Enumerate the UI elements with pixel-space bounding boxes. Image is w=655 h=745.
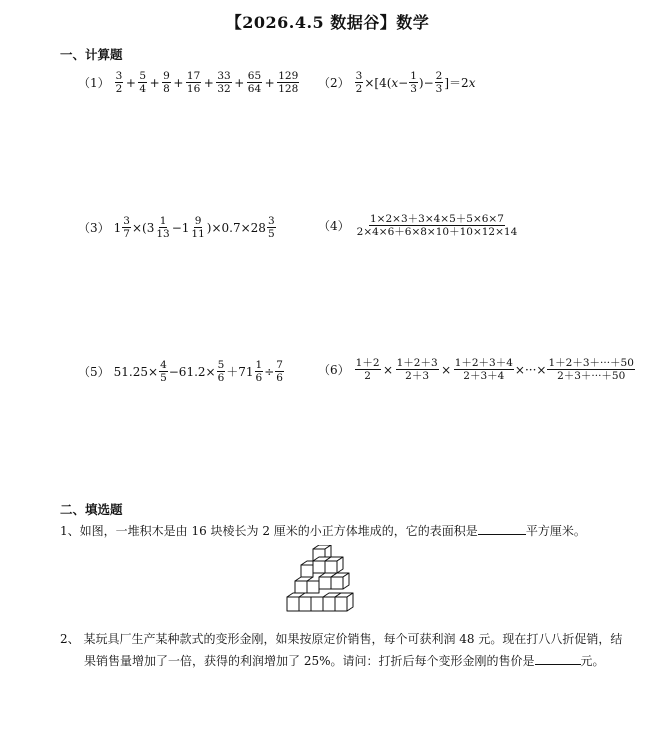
problem-5	[78, 359, 285, 384]
fraction: $\frac{1}{6}$	[255, 359, 263, 384]
fraction: $\frac{3}{2}$	[355, 70, 363, 95]
problem-6-expression: $\frac{1+2}{2}$ × $\frac{1+2+3}{2+3}$ × $\frac{1+2+3+4}{2+3+4}$ ×···× $\frac{1+2+3+\cdot\cdot\cdot+50}{2+3+\cdot\cdot\cdot+50}$	[355, 357, 634, 382]
question-2: 2、 某玩具厂生产某种款式的变形金刚，如果按原定价销售，每个可获利润 48 元。现在打八八折促销，结 果销售量增加了一倍，获得的利润增加了 25%。请问：打折后每个变形金刚的售价是 元。	[60, 632, 623, 668]
problem-1-expression	[114, 70, 301, 95]
problem-5-expression: 51.25× $\frac{4}{5}$ −61.2× $\frac{5}{6}$ ＋71 $\frac{1}{6}$ ÷ $\frac{7}{6}$	[113, 359, 283, 384]
plus-sign: +	[173, 75, 184, 90]
cube-stack-figure	[283, 545, 379, 625]
fraction: $\frac{1}{3}$	[410, 70, 417, 95]
problem-number: （4）	[318, 219, 350, 233]
fraction: $\frac{9}{11}$	[191, 215, 205, 240]
fraction: $\frac{33}{32}$	[217, 70, 231, 95]
problem-3-expression: 1 $\frac{3}{7}$ ×(3 $\frac{1}{13}$ −1 $\frac{9}{11}$ )×0.7×28 $\frac{3}{5}$	[113, 215, 275, 240]
fraction: $\frac{1+2+3}{2+3}$	[396, 357, 438, 382]
answer-blank[interactable]	[535, 652, 581, 665]
fraction: $\frac{2}{3}$	[435, 70, 443, 95]
fraction: $\frac{5}{6}$	[217, 359, 225, 384]
problem-2-expression: $\frac{3}{2}$ ×[4( x − $\frac{1}{3}$ )− $\frac{2}{3}$ ]＝2 x	[355, 70, 476, 95]
problem-4	[318, 213, 519, 238]
fraction: $\frac{1+2}{2}$	[355, 357, 380, 382]
fraction: $\frac{129}{128}$	[278, 70, 299, 95]
section-heading-fill-in: 二、填选题	[60, 502, 123, 517]
section-heading-calculation: 一、计算题	[60, 47, 123, 62]
problem-6	[318, 357, 636, 382]
fraction: $\frac{1\times 2\times 3+3\times 4\times 5+5\times 6\times 7}{2\times 4\times 6+6\times 8\times 10+10\times 12\times 14}$	[356, 213, 518, 238]
plus-sign: +	[234, 75, 245, 90]
fraction: $\frac{3}{5}$	[267, 215, 275, 240]
fraction: $\frac{1+2+3+4}{2+3+4}$	[454, 357, 513, 382]
fraction: $\frac{1}{13}$	[156, 215, 170, 240]
plus-sign: +	[125, 75, 136, 90]
fraction: $\frac{1+2+3+\cdot\cdot\cdot+50}{2+3+\cdot\cdot\cdot+50}$	[548, 357, 634, 382]
problem-number: （2）	[318, 76, 350, 90]
problem-number: （5）	[78, 365, 110, 379]
plus-sign: +	[264, 75, 275, 90]
problem-3	[78, 215, 277, 240]
fraction: $\frac{7}{6}$	[276, 359, 283, 384]
problem-number: （1）	[78, 76, 110, 90]
fraction: $\frac{9}{8}$	[163, 70, 170, 95]
problem-number: （3）	[78, 221, 110, 235]
plus-sign: +	[149, 75, 160, 90]
answer-blank[interactable]	[478, 522, 526, 535]
fraction: $\frac{4}{5}$	[160, 359, 167, 384]
fraction: $\frac{3}{2}$	[115, 70, 123, 95]
fraction: $\frac{17}{16}$	[186, 70, 201, 95]
page-title: 【2026.4.5 数据谷】数学	[225, 13, 430, 32]
fraction: $\frac{65}{64}$	[247, 70, 262, 95]
question-1: 1、如图，一堆积木是由 16 块棱长为 2 厘米的小正方体堆成的，它的表面积是 平方厘米。	[60, 524, 586, 538]
problem-1	[78, 70, 300, 95]
problem-number: （6）	[318, 363, 350, 377]
fraction: $\frac{5}{4}$	[139, 70, 147, 95]
fraction: $\frac{3}{7}$	[123, 215, 130, 240]
problem-2	[318, 70, 475, 95]
plus-sign: +	[203, 75, 214, 90]
